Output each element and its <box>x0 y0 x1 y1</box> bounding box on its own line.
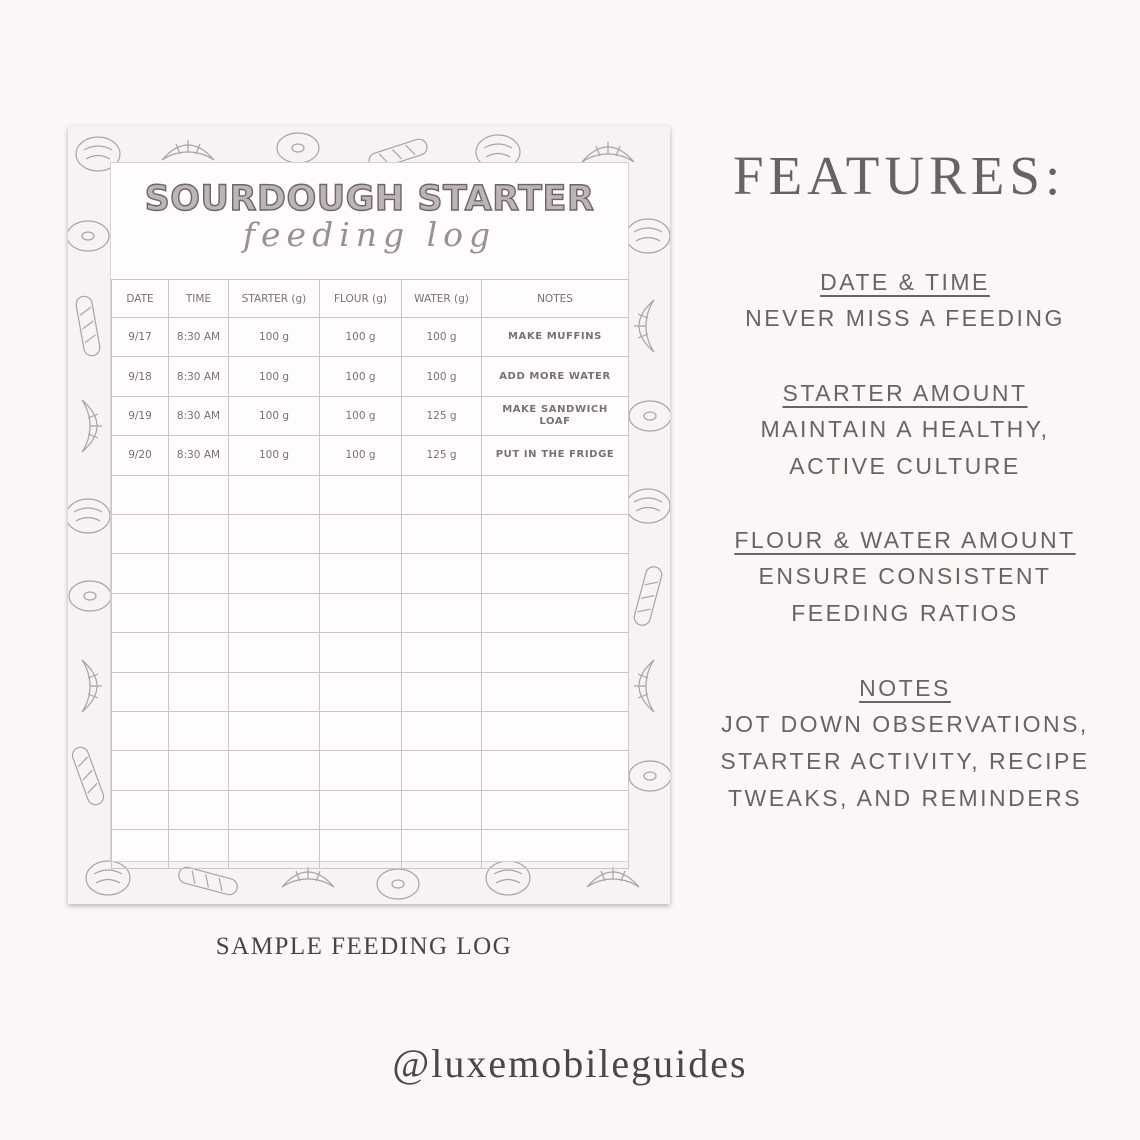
cell-time <box>169 593 229 632</box>
cell-water: 125 g <box>402 396 482 435</box>
table-header-row <box>112 280 629 318</box>
cell-water: 100 g <box>402 318 482 357</box>
cell-starter <box>229 514 320 553</box>
table-row <box>112 633 629 672</box>
cell-flour <box>320 554 402 593</box>
cell-flour <box>320 830 402 869</box>
cell-starter <box>229 711 320 750</box>
cell-time <box>169 790 229 829</box>
table-row <box>112 514 629 553</box>
cell-notes <box>482 475 629 514</box>
cell-starter <box>229 593 320 632</box>
cell-water <box>402 514 482 553</box>
cell-notes <box>482 514 629 553</box>
cell-notes: MAKE SANDWICH LOAF <box>482 396 629 435</box>
cell-date <box>112 672 169 711</box>
cell-water <box>402 790 482 829</box>
cell-date: 9/20 <box>112 436 169 475</box>
cell-starter <box>229 751 320 790</box>
cell-starter <box>229 554 320 593</box>
feature-date-time <box>700 264 1110 337</box>
cell-water <box>402 711 482 750</box>
cell-flour <box>320 633 402 672</box>
cell-water: 125 g <box>402 436 482 475</box>
table-row <box>112 790 629 829</box>
cell-time <box>169 751 229 790</box>
cell-starter: 100 g <box>229 357 320 396</box>
cell-water <box>402 633 482 672</box>
cell-date: 9/18 <box>112 357 169 396</box>
cell-date <box>112 475 169 514</box>
cell-time <box>169 514 229 553</box>
log-subtitle: feeding log <box>242 215 497 254</box>
cell-water <box>402 475 482 514</box>
cell-time <box>169 711 229 750</box>
cell-water: 100 g <box>402 357 482 396</box>
cell-starter <box>229 475 320 514</box>
social-handle: @luxemobileguides <box>392 1041 748 1086</box>
table-row <box>112 357 629 396</box>
cell-time <box>169 633 229 672</box>
column-header-notes: NOTES <box>482 280 629 318</box>
table-row <box>112 751 629 790</box>
cell-notes <box>482 790 629 829</box>
table-row <box>112 672 629 711</box>
cell-time <box>169 672 229 711</box>
cell-starter <box>229 672 320 711</box>
feature-starter-amount <box>700 375 1110 485</box>
feeding-log-table <box>111 279 629 869</box>
cell-time: 8:30 AM <box>169 357 229 396</box>
cell-flour <box>320 711 402 750</box>
cell-starter <box>229 830 320 869</box>
cell-starter: 100 g <box>229 318 320 357</box>
table-row <box>112 554 629 593</box>
cell-date: 9/17 <box>112 318 169 357</box>
column-header-time: TIME <box>169 280 229 318</box>
cell-notes: MAKE MUFFINS <box>482 318 629 357</box>
cell-date: 9/19 <box>112 396 169 435</box>
cell-water <box>402 593 482 632</box>
cell-water <box>402 672 482 711</box>
cell-time: 8:30 AM <box>169 318 229 357</box>
cell-notes <box>482 830 629 869</box>
cell-notes <box>482 633 629 672</box>
cell-time: 8:30 AM <box>169 436 229 475</box>
cell-flour <box>320 593 402 632</box>
cell-notes <box>482 672 629 711</box>
feature-heading: FLOUR & WATER AMOUNT <box>734 527 1076 553</box>
cell-water <box>402 554 482 593</box>
feature-line: JOT DOWN OBSERVATIONS, <box>721 711 1089 737</box>
table-row <box>112 711 629 750</box>
feature-flour-water <box>700 522 1110 632</box>
cell-starter <box>229 790 320 829</box>
cell-notes <box>482 554 629 593</box>
feature-line: MAINTAIN A HEALTHY, <box>760 416 1050 442</box>
log-card <box>110 162 629 862</box>
cell-water <box>402 830 482 869</box>
cell-notes: ADD MORE WATER <box>482 357 629 396</box>
cell-time <box>169 475 229 514</box>
cell-date <box>112 790 169 829</box>
log-title: SOURDOUGH STARTER <box>144 179 595 219</box>
cell-date <box>112 633 169 672</box>
feature-line: TWEAKS, AND REMINDERS <box>727 785 1083 811</box>
feature-line: STARTER ACTIVITY, RECIPE <box>720 748 1090 774</box>
table-row <box>112 318 629 357</box>
feature-notes <box>700 670 1110 817</box>
cell-date <box>112 593 169 632</box>
table-row <box>112 830 629 869</box>
table-row <box>112 396 629 435</box>
column-header-starter: STARTER (g) <box>229 280 320 318</box>
cell-notes: PUT IN THE FRIDGE <box>482 436 629 475</box>
sample-caption: SAMPLE FEEDING LOG <box>215 933 513 960</box>
cell-flour <box>320 672 402 711</box>
table-row <box>112 593 629 632</box>
cell-starter <box>229 633 320 672</box>
features-title: FEATURES: <box>733 145 1066 206</box>
cell-water <box>402 751 482 790</box>
feature-heading: NOTES <box>859 675 951 701</box>
cell-flour <box>320 790 402 829</box>
feeding-log-sheet <box>68 126 670 904</box>
cell-notes <box>482 593 629 632</box>
feature-line: NEVER MISS A FEEDING <box>745 305 1065 331</box>
cell-flour <box>320 751 402 790</box>
table-row <box>112 436 629 475</box>
cell-date <box>112 751 169 790</box>
cell-flour <box>320 475 402 514</box>
cell-notes <box>482 711 629 750</box>
column-header-date: DATE <box>112 280 169 318</box>
cell-flour: 100 g <box>320 436 402 475</box>
column-header-flour: FLOUR (g) <box>320 280 402 318</box>
feature-heading: STARTER AMOUNT <box>782 380 1028 406</box>
feature-line: FEEDING RATIOS <box>791 600 1019 626</box>
cell-time <box>169 830 229 869</box>
cell-date <box>112 711 169 750</box>
cell-date <box>112 554 169 593</box>
cell-flour: 100 g <box>320 357 402 396</box>
cell-flour: 100 g <box>320 318 402 357</box>
feature-line: ACTIVE CULTURE <box>789 453 1021 479</box>
table-row <box>112 475 629 514</box>
column-header-water: WATER (g) <box>402 280 482 318</box>
cell-flour: 100 g <box>320 396 402 435</box>
cell-time <box>169 554 229 593</box>
cell-date <box>112 830 169 869</box>
cell-flour <box>320 514 402 553</box>
cell-starter: 100 g <box>229 396 320 435</box>
cell-notes <box>482 751 629 790</box>
feature-heading: DATE & TIME <box>820 269 990 295</box>
cell-starter: 100 g <box>229 436 320 475</box>
cell-time: 8:30 AM <box>169 396 229 435</box>
feature-line: ENSURE CONSISTENT <box>758 563 1052 589</box>
cell-date <box>112 514 169 553</box>
